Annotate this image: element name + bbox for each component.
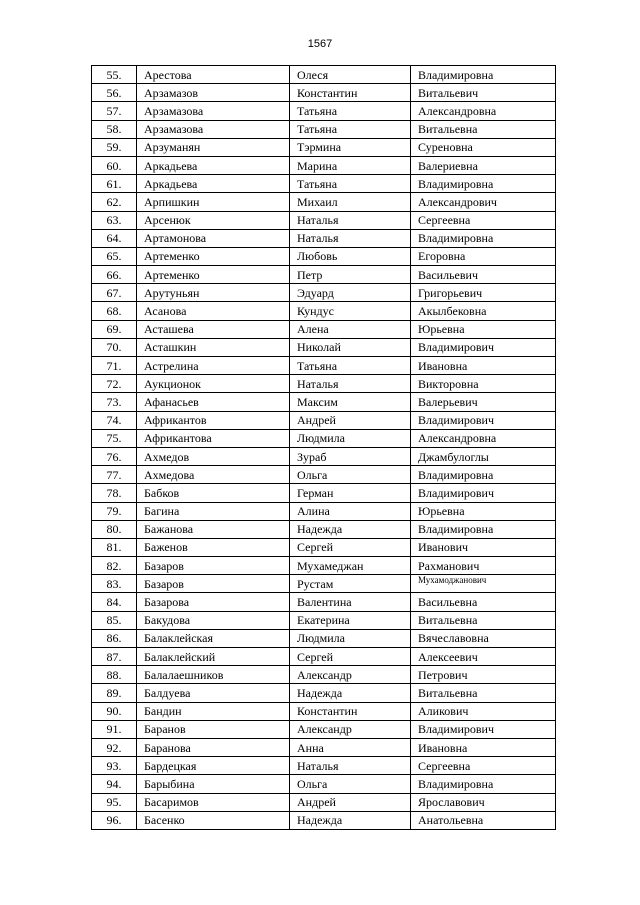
first-name-cell: Зураб — [290, 447, 411, 465]
patronymic-cell: Ивановна — [411, 738, 556, 756]
row-number: 58. — [92, 120, 137, 138]
patronymic-cell: Васильевна — [411, 593, 556, 611]
table-row — [92, 738, 556, 756]
patronymic-cell: Джамбулоглы — [411, 447, 556, 465]
row-number: 66. — [92, 266, 137, 284]
last-name-cell: Бажанова — [137, 520, 290, 538]
first-name-cell: Алена — [290, 320, 411, 338]
row-number: 93. — [92, 757, 137, 775]
patronymic-cell: Владимировна — [411, 229, 556, 247]
patronymic-cell: Витальевна — [411, 120, 556, 138]
patronymic-cell: Григорьевич — [411, 284, 556, 302]
table-row — [92, 629, 556, 647]
last-name-cell: Арзуманян — [137, 138, 290, 156]
row-number: 76. — [92, 447, 137, 465]
first-name-cell: Алина — [290, 502, 411, 520]
first-name-cell: Кундус — [290, 302, 411, 320]
table-row — [92, 338, 556, 356]
row-number: 85. — [92, 611, 137, 629]
row-number: 61. — [92, 175, 137, 193]
table-row — [92, 175, 556, 193]
patronymic-cell: Владимирович — [411, 484, 556, 502]
first-name-cell: Константин — [290, 702, 411, 720]
last-name-cell: Балалаешников — [137, 666, 290, 684]
row-number: 57. — [92, 102, 137, 120]
first-name-cell: Тэрмина — [290, 138, 411, 156]
row-number: 71. — [92, 357, 137, 375]
last-name-cell: Базаров — [137, 557, 290, 575]
first-name-cell: Татьяна — [290, 120, 411, 138]
last-name-cell: Аркадьева — [137, 156, 290, 174]
last-name-cell: Ахмедова — [137, 466, 290, 484]
table-row — [92, 320, 556, 338]
table-row — [92, 284, 556, 302]
first-name-cell: Любовь — [290, 247, 411, 265]
first-name-cell: Надежда — [290, 684, 411, 702]
row-number: 96. — [92, 811, 137, 829]
first-name-cell: Людмила — [290, 629, 411, 647]
patronymic-cell: Викторовна — [411, 375, 556, 393]
last-name-cell: Арсенюк — [137, 211, 290, 229]
row-number: 86. — [92, 629, 137, 647]
last-name-cell: Басаримов — [137, 793, 290, 811]
row-number: 77. — [92, 466, 137, 484]
last-name-cell: Балдуева — [137, 684, 290, 702]
row-number: 78. — [92, 484, 137, 502]
table-row — [92, 302, 556, 320]
last-name-cell: Бандин — [137, 702, 290, 720]
last-name-cell: Арутуньян — [137, 284, 290, 302]
patronymic-cell: Алексеевич — [411, 648, 556, 666]
row-number: 67. — [92, 284, 137, 302]
table-row — [92, 593, 556, 611]
row-number: 62. — [92, 193, 137, 211]
first-name-cell: Надежда — [290, 811, 411, 829]
last-name-cell: Арестова — [137, 66, 290, 84]
row-number: 64. — [92, 229, 137, 247]
last-name-cell: Асташкин — [137, 338, 290, 356]
row-number: 74. — [92, 411, 137, 429]
row-number: 72. — [92, 375, 137, 393]
first-name-cell: Надежда — [290, 520, 411, 538]
row-number: 92. — [92, 738, 137, 756]
first-name-cell: Мухамеджан — [290, 557, 411, 575]
table-row — [92, 211, 556, 229]
table-row — [92, 357, 556, 375]
table-row — [92, 375, 556, 393]
patronymic-cell: Петрович — [411, 666, 556, 684]
first-name-cell: Олеся — [290, 66, 411, 84]
patronymic-cell: Витальевич — [411, 84, 556, 102]
table-row — [92, 557, 556, 575]
last-name-cell: Аукционок — [137, 375, 290, 393]
table-row — [92, 266, 556, 284]
last-name-cell: Арзамазова — [137, 102, 290, 120]
row-number: 89. — [92, 684, 137, 702]
first-name-cell: Михаил — [290, 193, 411, 211]
first-name-cell: Николай — [290, 338, 411, 356]
last-name-cell: Баранов — [137, 720, 290, 738]
last-name-cell: Асташева — [137, 320, 290, 338]
last-name-cell: Африкантова — [137, 429, 290, 447]
table-row — [92, 247, 556, 265]
patronymic-cell: Анатольевна — [411, 811, 556, 829]
first-name-cell: Наталья — [290, 211, 411, 229]
row-number: 94. — [92, 775, 137, 793]
row-number: 73. — [92, 393, 137, 411]
row-number: 88. — [92, 666, 137, 684]
row-number: 95. — [92, 793, 137, 811]
last-name-cell: Артеменко — [137, 266, 290, 284]
patronymic-cell: Витальевна — [411, 611, 556, 629]
table-row — [92, 138, 556, 156]
last-name-cell: Артамонова — [137, 229, 290, 247]
last-name-cell: Баженов — [137, 538, 290, 556]
first-name-cell: Эдуард — [290, 284, 411, 302]
first-name-cell: Максим — [290, 393, 411, 411]
table-row — [92, 611, 556, 629]
table-row — [92, 193, 556, 211]
row-number: 70. — [92, 338, 137, 356]
patronymic-cell: Владимирович — [411, 720, 556, 738]
patronymic-cell: Сергеевна — [411, 211, 556, 229]
patronymic-cell: Валерьевич — [411, 393, 556, 411]
patronymic-cell: Вячеславовна — [411, 629, 556, 647]
row-number: 60. — [92, 156, 137, 174]
table-row — [92, 575, 556, 593]
patronymic-cell: Владимировна — [411, 775, 556, 793]
table-row — [92, 502, 556, 520]
last-name-cell: Бардецкая — [137, 757, 290, 775]
first-name-cell: Сергей — [290, 538, 411, 556]
row-number: 55. — [92, 66, 137, 84]
last-name-cell: Асанова — [137, 302, 290, 320]
first-name-cell: Татьяна — [290, 357, 411, 375]
first-name-cell: Людмила — [290, 429, 411, 447]
patronymic-cell: Акылбековна — [411, 302, 556, 320]
patronymic-cell: Ярославович — [411, 793, 556, 811]
table-row — [92, 393, 556, 411]
patronymic-cell: Мухамоджанович — [411, 575, 556, 593]
patronymic-cell: Иванович — [411, 538, 556, 556]
first-name-cell: Рустам — [290, 575, 411, 593]
patronymic-cell: Владимирович — [411, 411, 556, 429]
patronymic-cell: Владимировна — [411, 466, 556, 484]
patronymic-cell: Владимировна — [411, 66, 556, 84]
patronymic-cell: Аликович — [411, 702, 556, 720]
patronymic-cell: Суреновна — [411, 138, 556, 156]
last-name-cell: Барыбина — [137, 775, 290, 793]
page-number: 1567 — [307, 38, 333, 50]
last-name-cell: Бакудова — [137, 611, 290, 629]
table-row — [92, 156, 556, 174]
first-name-cell: Александр — [290, 666, 411, 684]
last-name-cell: Астрелина — [137, 357, 290, 375]
patronymic-cell: Владимирович — [411, 338, 556, 356]
table-row — [92, 538, 556, 556]
names-table — [91, 65, 556, 830]
last-name-cell: Багина — [137, 502, 290, 520]
first-name-cell: Петр — [290, 266, 411, 284]
first-name-cell: Наталья — [290, 757, 411, 775]
table-row — [92, 120, 556, 138]
last-name-cell: Аркадьева — [137, 175, 290, 193]
table-row — [92, 66, 556, 84]
row-number: 82. — [92, 557, 137, 575]
table-row — [92, 811, 556, 829]
first-name-cell: Наталья — [290, 229, 411, 247]
first-name-cell: Андрей — [290, 793, 411, 811]
patronymic-cell: Александровна — [411, 102, 556, 120]
last-name-cell: Арзамазова — [137, 120, 290, 138]
patronymic-cell: Владимировна — [411, 175, 556, 193]
last-name-cell: Артеменко — [137, 247, 290, 265]
last-name-cell: Африкантов — [137, 411, 290, 429]
patronymic-cell: Сергеевна — [411, 757, 556, 775]
first-name-cell: Екатерина — [290, 611, 411, 629]
last-name-cell: Арзамазов — [137, 84, 290, 102]
row-number: 83. — [92, 575, 137, 593]
table-row — [92, 720, 556, 738]
first-name-cell: Татьяна — [290, 175, 411, 193]
patronymic-cell: Валериевна — [411, 156, 556, 174]
table-row — [92, 684, 556, 702]
last-name-cell: Ахмедов — [137, 447, 290, 465]
row-number: 81. — [92, 538, 137, 556]
first-name-cell: Константин — [290, 84, 411, 102]
table-row — [92, 702, 556, 720]
table-row — [92, 775, 556, 793]
table-row — [92, 429, 556, 447]
table-row — [92, 466, 556, 484]
first-name-cell: Марина — [290, 156, 411, 174]
row-number: 80. — [92, 520, 137, 538]
table-row — [92, 411, 556, 429]
patronymic-cell: Егоровна — [411, 247, 556, 265]
first-name-cell: Сергей — [290, 648, 411, 666]
first-name-cell: Александр — [290, 720, 411, 738]
row-number: 84. — [92, 593, 137, 611]
patronymic-cell: Рахманович — [411, 557, 556, 575]
first-name-cell: Герман — [290, 484, 411, 502]
last-name-cell: Бабков — [137, 484, 290, 502]
last-name-cell: Афанасьев — [137, 393, 290, 411]
table-row — [92, 229, 556, 247]
last-name-cell: Балаклейский — [137, 648, 290, 666]
patronymic-cell: Ивановна — [411, 357, 556, 375]
row-number: 65. — [92, 247, 137, 265]
patronymic-cell: Александровна — [411, 429, 556, 447]
first-name-cell: Анна — [290, 738, 411, 756]
patronymic-cell: Юрьевна — [411, 320, 556, 338]
patronymic-cell: Витальевна — [411, 684, 556, 702]
table-row — [92, 793, 556, 811]
patronymic-cell: Александрович — [411, 193, 556, 211]
patronymic-cell: Юрьевна — [411, 502, 556, 520]
table-row — [92, 84, 556, 102]
table-row — [92, 520, 556, 538]
row-number: 90. — [92, 702, 137, 720]
table-row — [92, 484, 556, 502]
last-name-cell: Арпишкин — [137, 193, 290, 211]
patronymic-cell: Васильевич — [411, 266, 556, 284]
table-row — [92, 666, 556, 684]
last-name-cell: Баранова — [137, 738, 290, 756]
row-number: 75. — [92, 429, 137, 447]
first-name-cell: Андрей — [290, 411, 411, 429]
last-name-cell: Базарова — [137, 593, 290, 611]
row-number: 56. — [92, 84, 137, 102]
row-number: 91. — [92, 720, 137, 738]
first-name-cell: Ольга — [290, 466, 411, 484]
last-name-cell: Басенко — [137, 811, 290, 829]
row-number: 87. — [92, 648, 137, 666]
row-number: 59. — [92, 138, 137, 156]
table-row — [92, 757, 556, 775]
names-table-body — [92, 66, 556, 830]
table-row — [92, 447, 556, 465]
row-number: 63. — [92, 211, 137, 229]
row-number: 68. — [92, 302, 137, 320]
row-number: 79. — [92, 502, 137, 520]
first-name-cell: Наталья — [290, 375, 411, 393]
first-name-cell: Татьяна — [290, 102, 411, 120]
table-row — [92, 102, 556, 120]
row-number: 69. — [92, 320, 137, 338]
first-name-cell: Валентина — [290, 593, 411, 611]
patronymic-cell: Владимировна — [411, 520, 556, 538]
last-name-cell: Базаров — [137, 575, 290, 593]
last-name-cell: Балаклейская — [137, 629, 290, 647]
table-row — [92, 648, 556, 666]
first-name-cell: Ольга — [290, 775, 411, 793]
